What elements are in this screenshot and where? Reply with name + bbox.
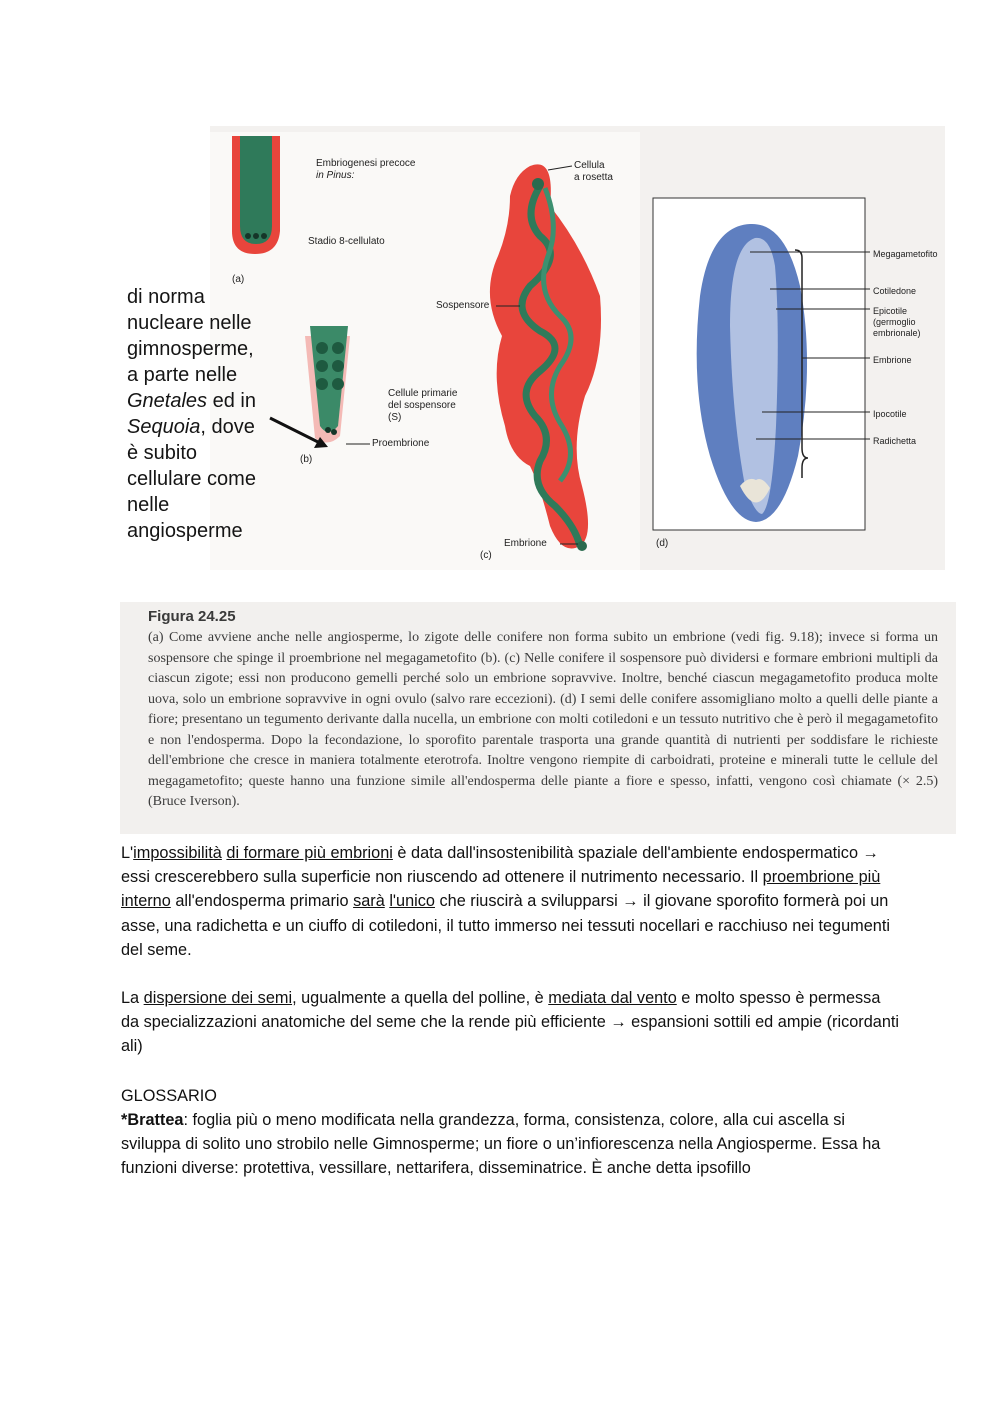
label-embrionale: embrionale) — [873, 328, 921, 338]
note-line: nucleare nelle — [127, 312, 252, 334]
label-stadio: Stadio 8-cellulato — [308, 236, 385, 247]
label-embrione-d: Embrione — [873, 355, 912, 365]
label-cellula: Cellula — [574, 160, 605, 171]
label-del-sospensore: del sospensore — [388, 400, 456, 411]
caption-title: Figura 24.25 — [148, 608, 236, 625]
note-line: Gnetales ed in — [127, 390, 256, 412]
label-proembrione: Proembrione — [372, 438, 430, 449]
underline-unico: l'unico — [389, 892, 435, 911]
underline-proembrione: proembrione più interno — [121, 868, 881, 911]
underline-dispersione: dispersione dei semi — [143, 989, 293, 1007]
label-a-rosetta: a rosetta — [574, 172, 613, 183]
glossary-entry-brattea: *Brattea: foglia più o meno modificata nella grandezza, forma, consistenza, colore, alla cui ascella si sviluppa di solito uno strobilo nelle Gimnosperme; un fiore o un’infiorescenza nella Angiosperme. Essa ha funzioni diverse: protettiva, vessillare, nettarifera, disseminatrice. È anche detta ipsofillo — [121, 1111, 881, 1178]
embryogenesis-illustration — [210, 126, 945, 570]
label-cellule-primarie: Cellule primarie — [388, 388, 458, 399]
glossary-definition: : foglia più o meno modificata nella grandezza, forma, consistenza, colore, alla cui ascella si sviluppa di solito uno strobilo nelle Gimnosperme; un fiore o un’infiorescenza nella Angiosperme. Essa ha funzioni diverse: protettiva, vessillare, nettarifera, disseminatrice. È anche detta ipsofillo — [121, 1111, 881, 1178]
figure-24-25-image — [210, 126, 945, 570]
glossary-heading: GLOSSARIO — [121, 1087, 217, 1105]
figure-caption — [120, 602, 956, 834]
label-embrione-c: Embrione — [504, 538, 547, 549]
label-megagametofito: Megagametofito — [873, 249, 938, 259]
note-line: gimnosperme, — [127, 338, 254, 360]
paragraph-dispersione: La dispersione dei semi, ugualmente a quella del polline, è mediata dal vento e molto spesso è permessa da specializzazioni anatomiche del seme che la rende più efficiente → espansioni sottili ed ampie (ricordanti ali) — [121, 989, 900, 1056]
side-note — [127, 284, 287, 544]
figure-title-italic: in Pinus: — [316, 170, 355, 181]
caption-body: (a) Come avviene anche nelle angiosperme, lo zigote delle conifere non forma subito un embrione (vedi fig. 9.18); invece si forma un sospensore che spinge il proembrione nel megagametofito (b). (c) Nelle conifere il sospensore può dividersi e formare embrioni multipli da ciascun zigote; essi non producono gemelli perché solo un embrione sopravvive. Inoltre, benché ciascun megagametofito produca molte uova, solo un embrione sopravvive in ogni ovulo (salvo rare eccezioni). (d) I semi delle conifere assomigliano molto a quelli delle piante a fiore; presentano un tegumento derivante dalla nucella, un embrione con molti cotiledoni e un tessuto nutritivo che è però il megagametofito e non l'endosperma. Dopo la fecondazione, lo sporofito parentale trasporta una grande quantità di nutrienti per soddisfare le richieste dell'embrione che cresce in maniera totalmente eterotrofa. Inoltre vengono riempite di carboidrati, proteine e minerali tutte le cellule del megagametofito; queste hanno una funzione simile all'endosperma delle piante a fiore e spesso, infatti, vengono così chiamate (× 2.5) (Bruce Iverson). — [148, 630, 938, 809]
underline-impossibilita: impossibilità — [133, 844, 222, 862]
label-sospensore: Sospensore — [436, 300, 490, 311]
panel-label-a: (a) — [232, 274, 245, 285]
note-line: Sequoia, dove — [127, 416, 255, 438]
underline-formare-embrioni: di formare più embrioni — [226, 844, 393, 862]
glossary-term: Brattea — [127, 1111, 184, 1129]
panel-label-b: (b) — [300, 454, 313, 465]
note-gnetales: Gnetales — [127, 390, 208, 412]
label-s: (S) — [388, 412, 402, 423]
label-radichetta: Radichetta — [873, 436, 917, 446]
underline-vento: mediata dal vento — [548, 989, 677, 1007]
label-epicotile: Epicotile — [873, 306, 908, 316]
figure-title: Embriogenesi precoce — [316, 158, 416, 169]
label-germoglio: (germoglio — [873, 317, 916, 327]
note-line: a parte nelle — [127, 364, 238, 386]
label-cotiledone: Cotiledone — [873, 286, 917, 296]
note-line: è subito — [127, 442, 198, 464]
note-sequoia: Sequoia — [127, 416, 201, 438]
paragraph-embrioni: L'impossibilità di formare più embrioni è data dall'insostenibilità spaziale dell'ambiente endospermatico → essi crescerebbero sulla superficie non riuscendo ad ottenere il nutrimento necessario. Il proembrione più interno all'endosperma primario sarà l'unico che riuscirà a svilupparsi → il giovane sporofito formerà poi un asse, una radichetta e un ciuffo di cotiledoni, il tutto immerso nei tessuti nocellari e racchiuso nei tegumenti del seme. — [121, 844, 890, 959]
note-line: cellulare come — [127, 468, 256, 490]
note-line: di norma — [127, 286, 205, 308]
panel-label-c: (c) — [480, 550, 492, 561]
note-line: angiosperme — [127, 520, 243, 542]
label-ipocotile: Ipocotile — [873, 409, 907, 419]
note-line: nelle — [127, 494, 170, 516]
underline-sara: sarà — [353, 892, 385, 911]
panel-label-d: (d) — [656, 538, 669, 549]
